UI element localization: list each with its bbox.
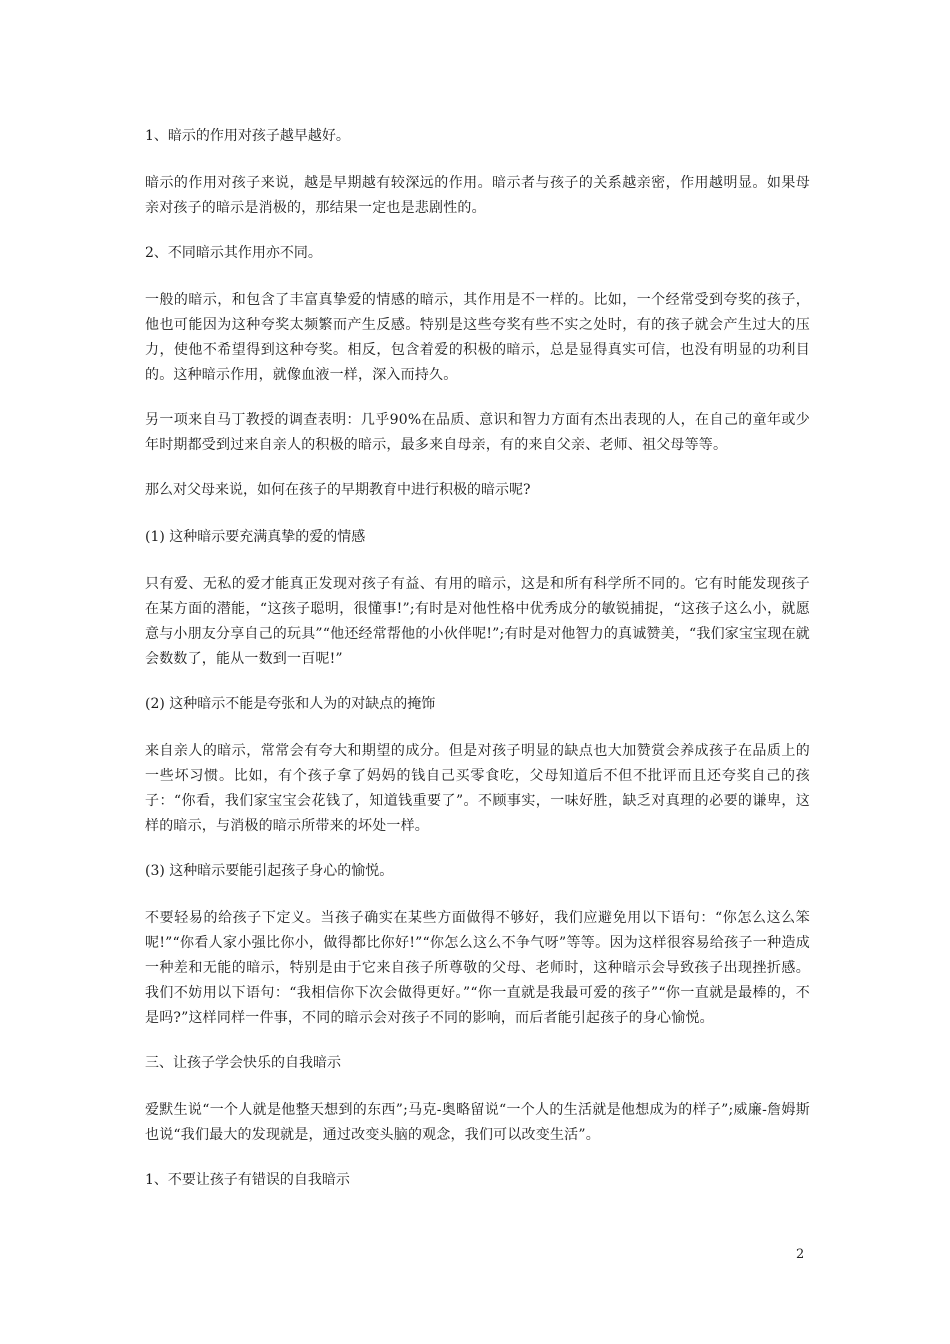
section-heading: 2、不同暗示其作用亦不同。 [145,245,322,261]
paragraph: 只有爱、无私的爱才能真正发现对孩子有益、有用的暗示，这是和所有科学所不同的。它有时能发现孩子在某方面的潜能，“这孩子聪明，很懂事!”;有时是对他性格中优秀成分的敏锐捕捉，“这孩子这么小，就愿意与小朋友分享自己的玩具”“他还经常帮他的小伙伴呢!”;有时是对他智力的真诚赞美，“我们家宝宝现在就会数数了，能从一数到一百呢!” [145,576,810,667]
paragraph: 暗示的作用对孩子来说，越是早期越有较深远的作用。暗示者与孩子的关系越亲密，作用越明显。如果母亲对孩子的暗示是消极的，那结果一定也是悲剧性的。 [145,175,810,216]
section-heading: 1、暗示的作用对孩子越早越好。 [145,128,350,144]
subsection-heading: (1) 这种暗示要充满真挚的爱的情感 [145,529,366,545]
section-heading: 三、让孩子学会快乐的自我暗示 [145,1055,341,1071]
paragraph: 爱默生说“一个人就是他整天想到的东西”;马克-奥略留说“一个人的生活就是他想成为的样子”;威廉-詹姆斯也说“我们最大的发现就是，通过改变头脑的观念，我们可以改变生活”。 [145,1102,810,1143]
question-line: 那么对父母来说，如何在孩子的早期教育中进行积极的暗示呢? [145,482,531,498]
page-number: 2 [796,1247,805,1262]
subsection-heading: (2) 这种暗示不能是夸张和人为的对缺点的掩饰 [145,696,436,712]
paragraph: 不要轻易的给孩子下定义。当孩子确实在某些方面做得不够好，我们应避免用以下语句：“你怎么这么笨呢!”“你看人家小强比你小，做得都比你好!”“你怎么这么不争气呀”等等。因为这样很容易给孩子一种造成一种差和无能的暗示，特别是由于它来自孩子所尊敬的父母、老师时，这种暗示会导致孩子出现挫折感。我们不妨用以下语句：“我相信你下次会做得更好。”“你一直就是我最可爱的孩子”“你一直就是最棒的，不是吗?”这样同样一件事，不同的暗示会对孩子不同的影响，而后者能引起孩子的身心愉悦。 [145,910,810,1026]
paragraph: 一般的暗示，和包含了丰富真挚爱的情感的暗示，其作用是不一样的。比如，一个经常受到夸奖的孩子，他也可能因为这种夸奖太频繁而产生反感。特别是这些夸奖有些不实之处时，有的孩子就会产生过大的压力，使他不希望得到这种夸奖。相反，包含着爱的积极的暗示，总是显得真实可信，也没有明显的功利目的。这种暗示作用，就像血液一样，深入而持久。 [145,292,810,383]
section-heading: 1、不要让孩子有错误的自我暗示 [145,1172,350,1188]
paragraph: 来自亲人的暗示，常常会有夸大和期望的成分。但是对孩子明显的缺点也大加赞赏会养成孩子在品质上的一些坏习惯。比如，有个孩子拿了妈妈的钱自己买零食吃，父母知道后不但不批评而且还夸奖自己的孩子：“你看，我们家宝宝会花钱了，知道钱重要了”。不顾事实，一味好胜，缺乏对真理的必要的谦卑，这样的暗示，与消极的暗示所带来的坏处一样。 [145,743,810,834]
paragraph: 另一项来自马丁教授的调查表明：几乎90%在品质、意识和智力方面有杰出表现的人，在自己的童年或少年时期都受到过来自亲人的积极的暗示，最多来自母亲，有的来自父亲、老师、祖父母等等。 [145,412,810,453]
subsection-heading: (3) 这种暗示要能引起孩子身心的愉悦。 [145,863,394,879]
document-body [145,124,810,1215]
